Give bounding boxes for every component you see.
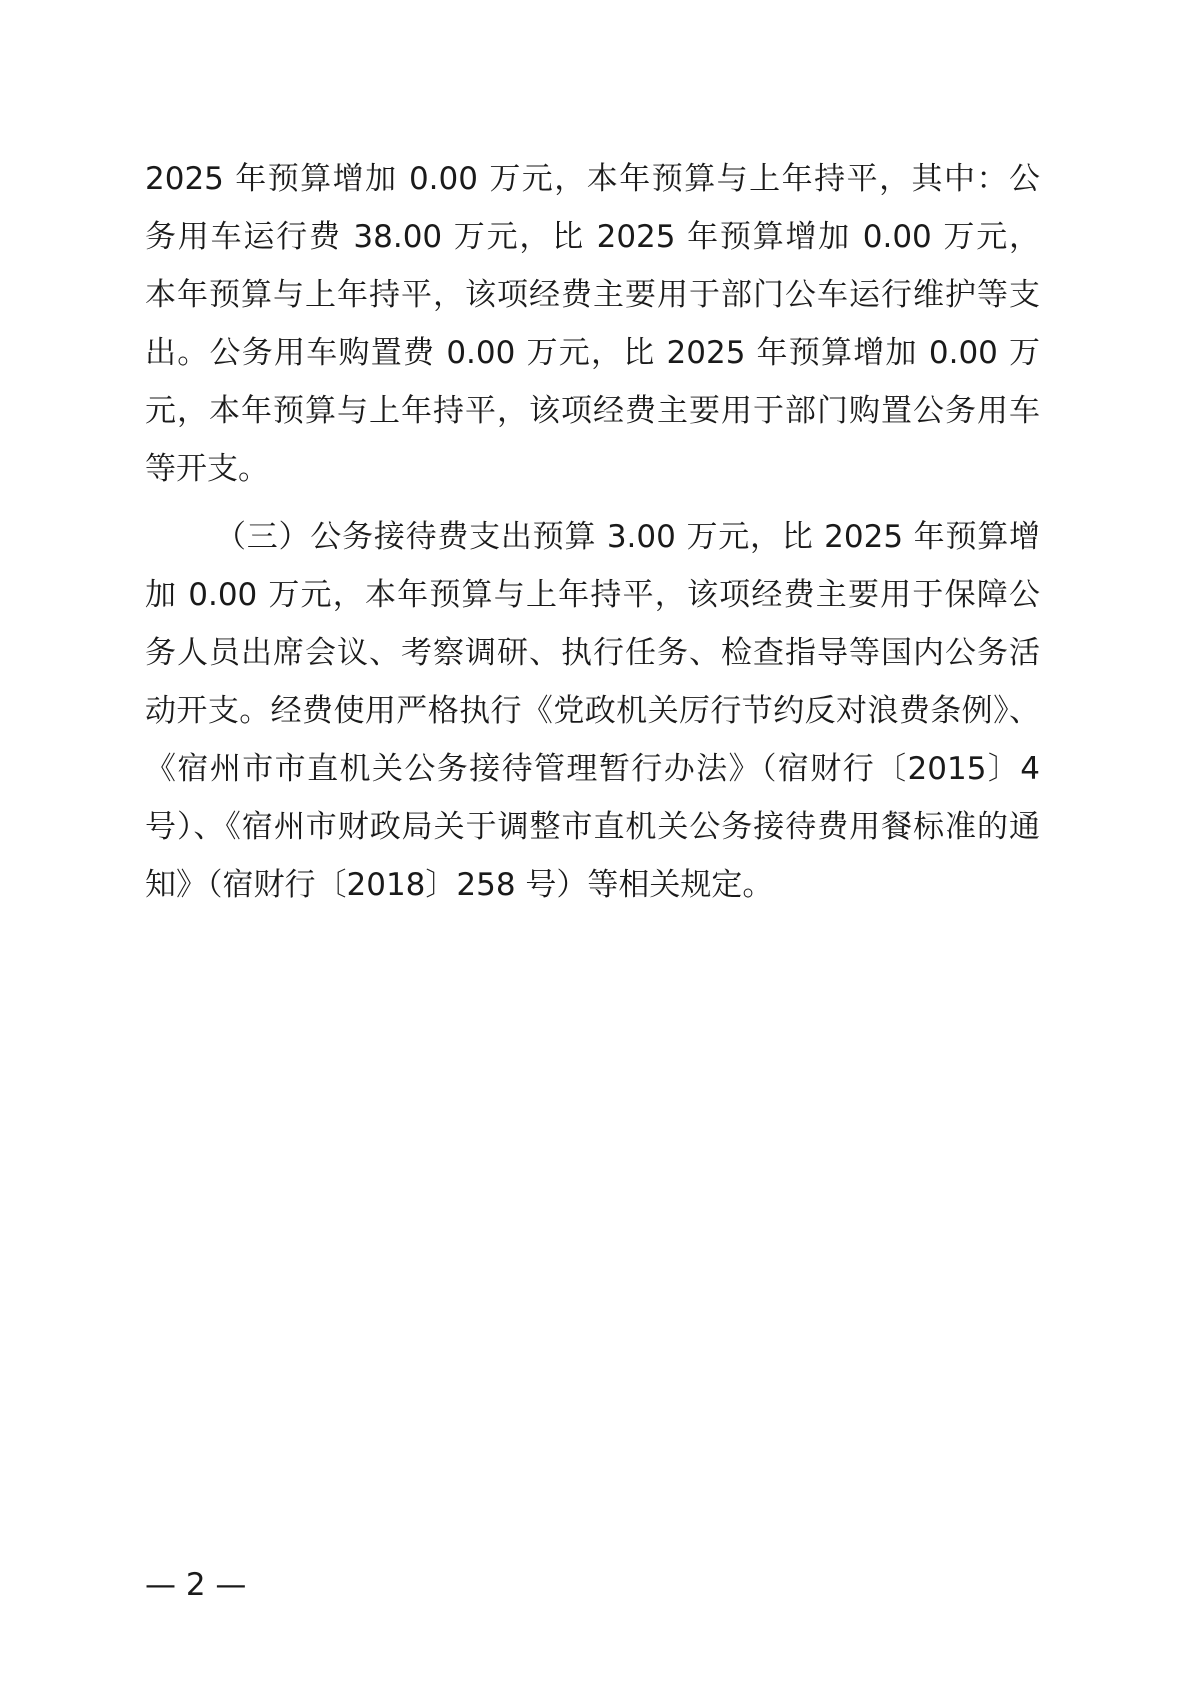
page-number: — 2 — — [145, 1567, 247, 1603]
paragraph-reception-costs — [145, 508, 1040, 914]
text-line: 本年预算与上年持平，该项经费主要用于部门公车运行维护等支 — [145, 277, 1040, 313]
text-line: 加 0.00 万元，本年预算与上年持平，该项经费主要用于保障公 — [145, 577, 1040, 613]
text-line: 出。公务用车购置费 0.00 万元，比 2025 年预算增加 0.00 万 — [145, 335, 1040, 371]
text-line: 务用车运行费 38.00 万元，比 2025 年预算增加 0.00 万元， — [145, 219, 1040, 255]
document-body — [145, 150, 1040, 914]
text-line: （三）公务接待费支出预算 3.00 万元，比 2025 年预算增 — [215, 519, 1040, 555]
text-line: 等开支。 — [145, 451, 269, 487]
text-line: 《宿州市市直机关公务接待管理暂行办法》（宿财行〔2015〕4 — [145, 751, 1040, 787]
text-line: 2025 年预算增加 0.00 万元，本年预算与上年持平，其中：公 — [145, 161, 1040, 197]
text-line: 动开支。经费使用严格执行《党政机关厉行节约反对浪费条例》、 — [145, 693, 1040, 729]
text-line: 知》（宿财行〔2018〕258 号）等相关规定。 — [145, 867, 774, 903]
text-line: 务人员出席会议、考察调研、执行任务、检查指导等国内公务活 — [145, 635, 1040, 671]
paragraph-vehicle-costs — [145, 150, 1040, 498]
text-line: 元，本年预算与上年持平，该项经费主要用于部门购置公务用车 — [145, 393, 1040, 429]
text-line: 号）、《宿州市财政局关于调整市直机关公务接待费用餐标准的通 — [145, 809, 1040, 845]
